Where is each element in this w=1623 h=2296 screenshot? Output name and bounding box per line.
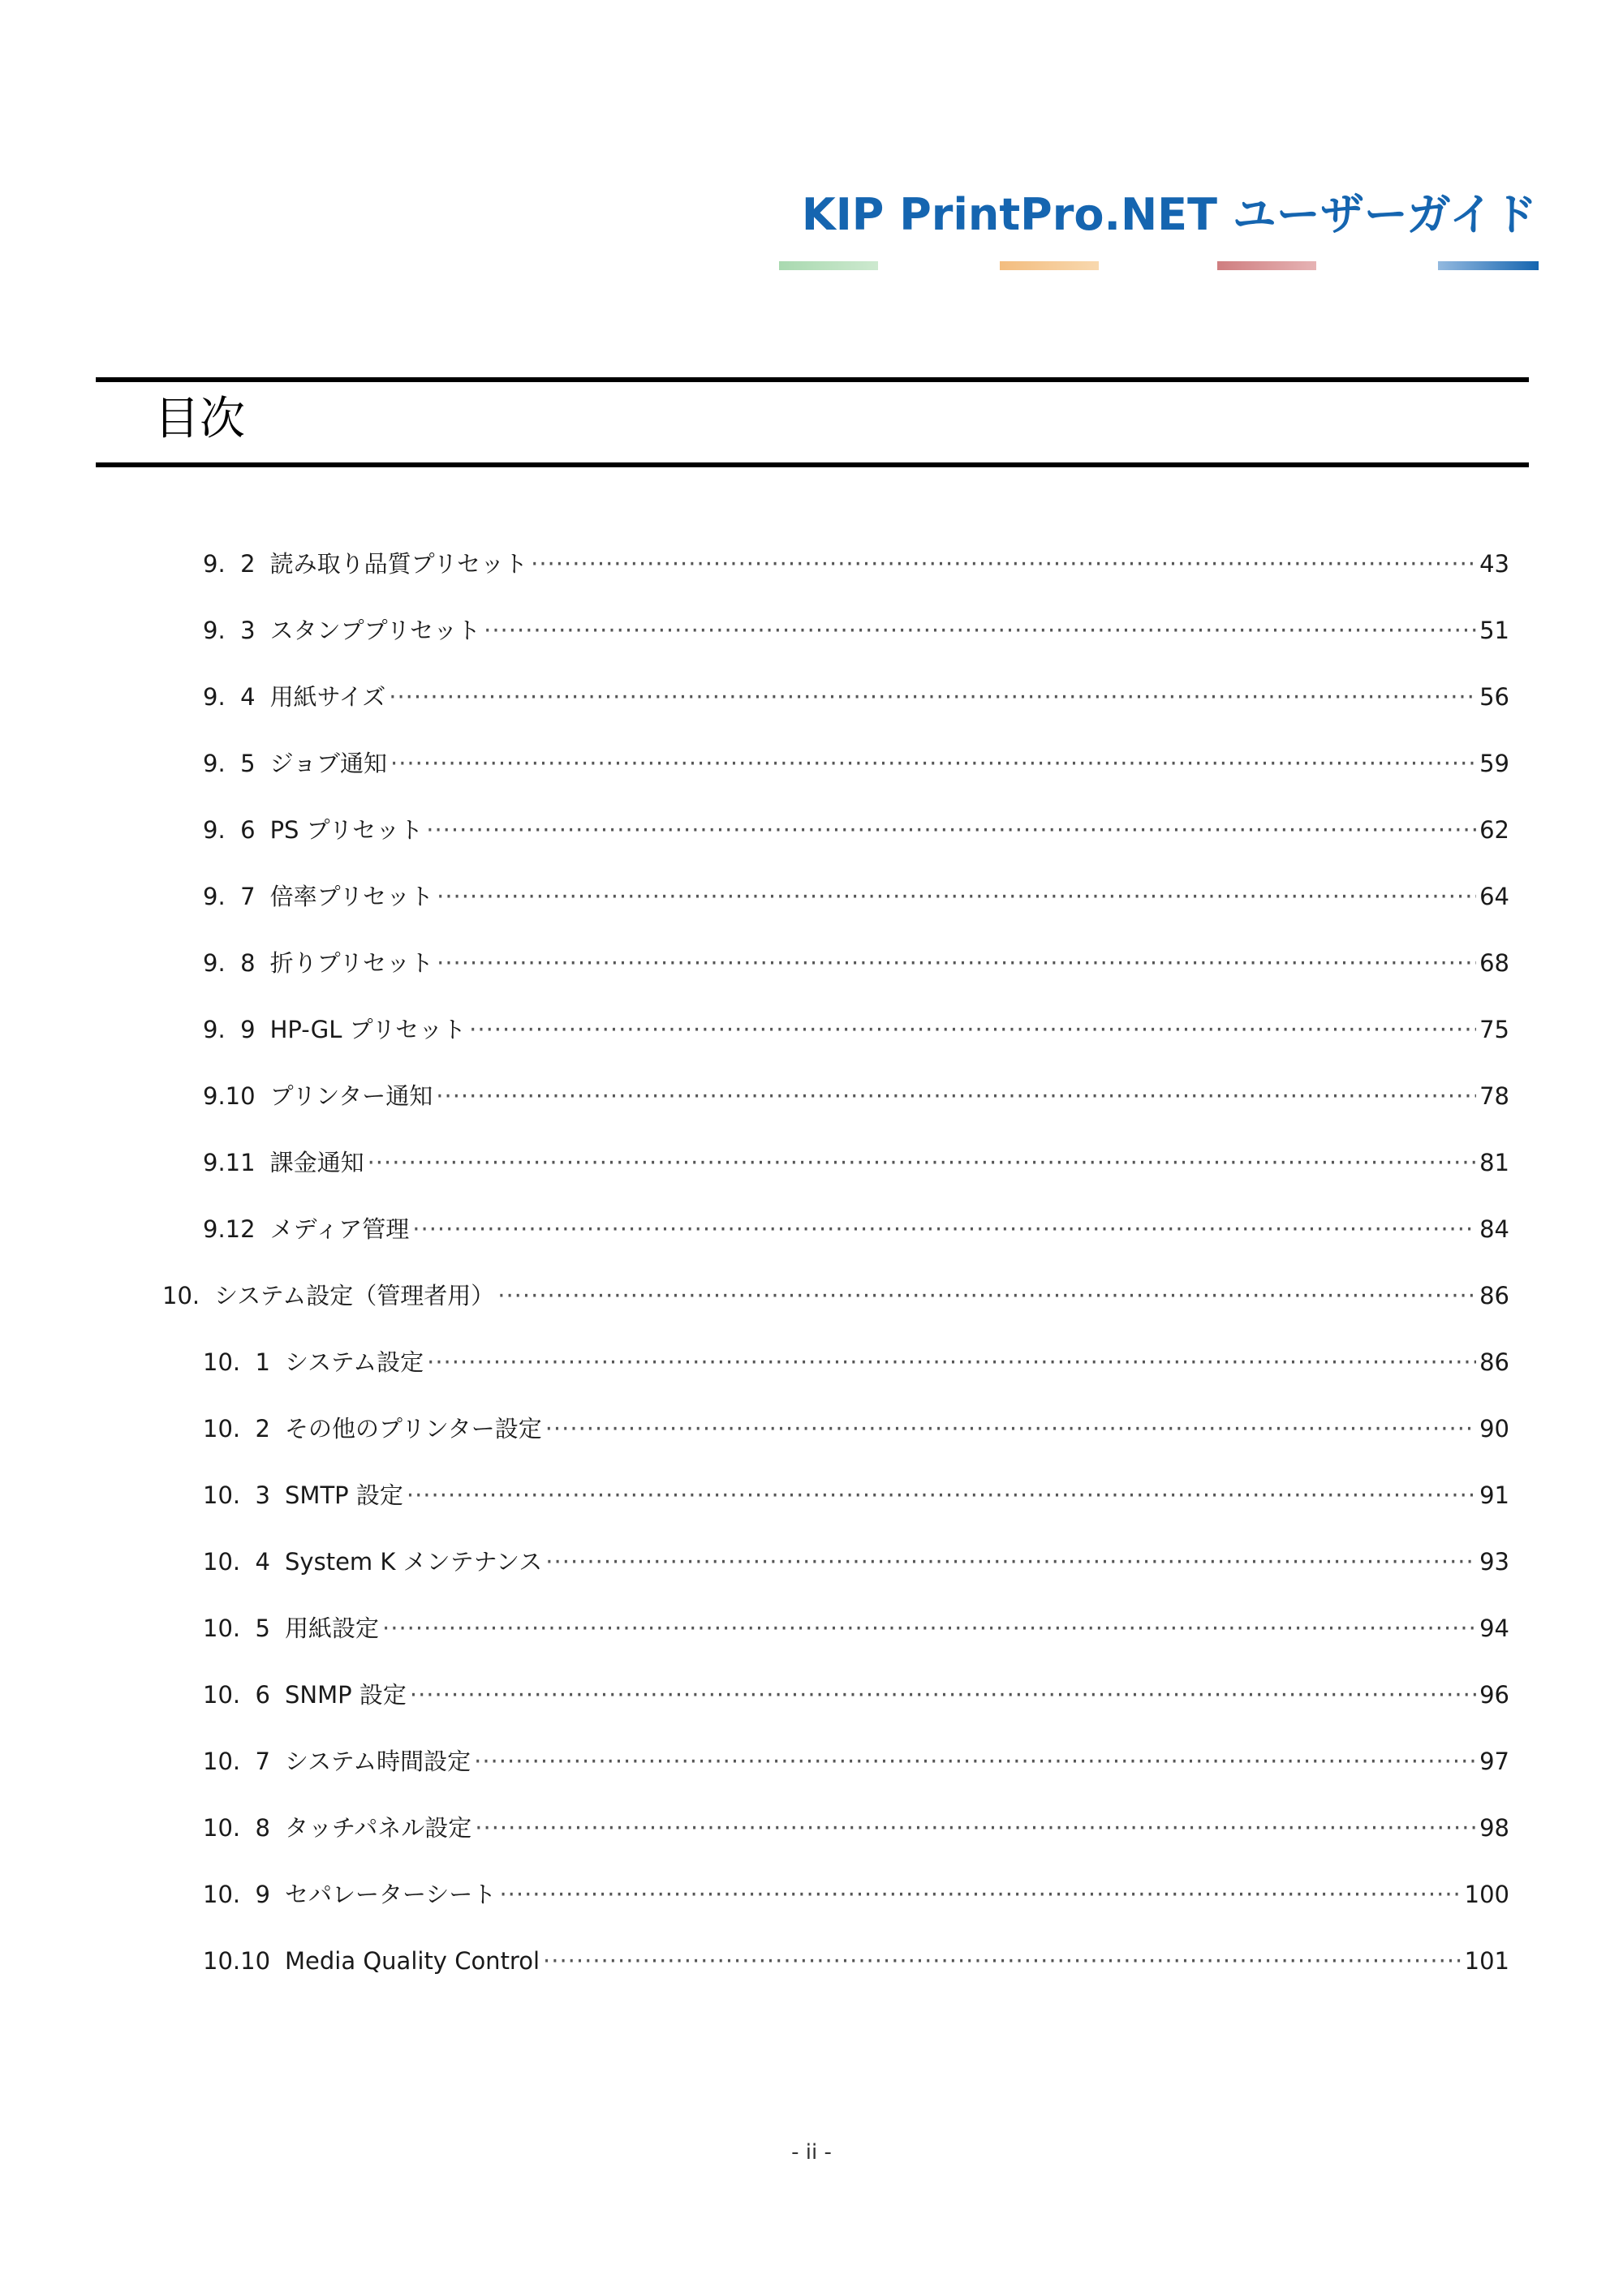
toc-entry-page: 96 xyxy=(1479,1681,1509,1709)
toc-entry[interactable] xyxy=(0,743,1623,784)
toc-entry-page: 90 xyxy=(1479,1415,1509,1443)
toc-entry-number: 10. 3 xyxy=(203,1481,271,1509)
toc-entry-page: 75 xyxy=(1479,1016,1509,1043)
toc-dot-leader xyxy=(410,1675,1476,1715)
toc-entry[interactable] xyxy=(0,544,1623,584)
toc-entry-label: 折りプリセット xyxy=(269,949,434,977)
toc-entry-page: 51 xyxy=(1479,617,1509,644)
toc-entry-label: 倍率プリセット xyxy=(269,883,434,910)
heading-rule-top xyxy=(96,377,1529,382)
accent-bar-blue xyxy=(1438,261,1539,270)
toc-entry[interactable] xyxy=(0,1874,1623,1915)
toc-entry[interactable] xyxy=(0,1475,1623,1516)
page-number-footer: - ii - xyxy=(791,2140,832,2165)
toc-entry-page: 81 xyxy=(1479,1149,1509,1176)
toc-entry-label: HP-GL プリセット xyxy=(269,1016,467,1043)
toc-dot-leader xyxy=(484,610,1476,651)
toc-entry-label: その他のプリンター設定 xyxy=(285,1415,542,1443)
toc-entry-page: 84 xyxy=(1479,1215,1509,1243)
toc-entry-page: 94 xyxy=(1479,1615,1509,1642)
toc-entry-number: 10. 6 xyxy=(203,1681,271,1709)
toc-entry-page: 43 xyxy=(1479,550,1509,578)
toc-entry-number: 9. 7 xyxy=(203,883,256,910)
toc-entry-number: 9. 6 xyxy=(203,816,256,844)
toc-entry-page: 59 xyxy=(1479,750,1509,777)
toc-entry[interactable] xyxy=(0,1941,1623,1981)
toc-entry[interactable] xyxy=(0,1741,1623,1782)
toc-entry-number: 10.10 xyxy=(203,1947,271,1975)
toc-entry-page: 62 xyxy=(1479,816,1509,844)
toc-entry-page: 68 xyxy=(1479,949,1509,977)
toc-dot-leader xyxy=(407,1475,1476,1516)
toc-dot-leader xyxy=(475,1808,1476,1848)
toc-entry-label: Media Quality Control xyxy=(285,1947,540,1975)
toc-dot-leader xyxy=(426,810,1476,850)
toc-dot-leader xyxy=(412,1209,1476,1249)
toc-entry-label: システム時間設定 xyxy=(285,1748,471,1775)
toc-dot-leader xyxy=(545,1408,1476,1449)
accent-bar-green xyxy=(779,261,878,270)
document-title: KIP PrintPro.NET ユーザーガイド xyxy=(801,189,1537,240)
toc-entry-label: 用紙設定 xyxy=(285,1615,380,1642)
toc-dot-leader xyxy=(390,743,1476,784)
toc-entry[interactable] xyxy=(0,677,1623,717)
toc-entry-number: 9. 9 xyxy=(203,1016,256,1043)
toc-entry[interactable] xyxy=(0,1675,1623,1715)
toc-entry-number: 10. 9 xyxy=(203,1881,271,1908)
toc-entry[interactable] xyxy=(0,1275,1623,1316)
toc-entry-label: システム設定（管理者用） xyxy=(214,1282,495,1309)
toc-dot-leader xyxy=(474,1741,1476,1782)
toc-entry[interactable] xyxy=(0,610,1623,651)
toc-entry[interactable] xyxy=(0,1608,1623,1649)
toc-entry-label: System K メンテナンス xyxy=(285,1548,543,1576)
toc-entry-label: PS プリセット xyxy=(269,816,424,844)
toc-dot-leader xyxy=(437,943,1476,983)
toc-entry-page: 86 xyxy=(1479,1282,1509,1309)
toc-entry[interactable] xyxy=(0,943,1623,983)
toc-entry-page: 100 xyxy=(1464,1881,1509,1908)
toc-entry-number: 10. 2 xyxy=(203,1415,271,1443)
toc-entry-label: タッチパネル設定 xyxy=(285,1814,472,1842)
toc-entry-number: 9. 3 xyxy=(203,617,256,644)
toc-entry-label: 課金通知 xyxy=(269,1149,364,1176)
toc-entry[interactable] xyxy=(0,1408,1623,1449)
toc-entry-number: 9. 2 xyxy=(203,550,256,578)
toc-entry-page: 91 xyxy=(1479,1481,1509,1509)
toc-entry-number: 10. 1 xyxy=(203,1348,271,1376)
toc-entry-number: 10. 8 xyxy=(203,1814,271,1842)
toc-entry-number: 9.10 xyxy=(203,1082,256,1110)
toc-entry-number: 10. 7 xyxy=(203,1748,271,1775)
toc-entry[interactable] xyxy=(0,1142,1623,1183)
toc-entry[interactable] xyxy=(0,1541,1623,1582)
section-heading: 目次 xyxy=(154,393,245,445)
toc-entry-page: 86 xyxy=(1479,1348,1509,1376)
toc-dot-leader xyxy=(368,1142,1477,1183)
toc-entry-number: 9.11 xyxy=(203,1149,256,1176)
toc-entry-label: メディア管理 xyxy=(269,1215,410,1243)
toc-entry-number: 9. 5 xyxy=(203,750,256,777)
toc-entry-page: 56 xyxy=(1479,683,1509,711)
toc-entry[interactable] xyxy=(0,1209,1623,1249)
toc-entry-label: SMTP 設定 xyxy=(285,1481,403,1509)
toc-entry-page: 101 xyxy=(1464,1947,1509,1975)
toc-dot-leader xyxy=(499,1874,1461,1915)
toc-entry-number: 10. 5 xyxy=(203,1615,271,1642)
toc-dot-leader xyxy=(382,1608,1476,1649)
toc-dot-leader xyxy=(545,1541,1476,1582)
toc-entry-number: 9.12 xyxy=(203,1215,256,1243)
toc-entry-page: 98 xyxy=(1479,1814,1509,1842)
toc-dot-leader xyxy=(436,1076,1476,1116)
toc-entry[interactable] xyxy=(0,1009,1623,1050)
toc-dot-leader xyxy=(531,544,1476,584)
accent-bar-orange xyxy=(1000,261,1099,270)
toc-entry-page: 64 xyxy=(1479,883,1509,910)
toc-entry-number: 9. 4 xyxy=(203,683,256,711)
toc-entry-label: SNMP 設定 xyxy=(285,1681,407,1709)
toc-entry-label: 読み取り品質プリセット xyxy=(269,550,528,578)
accent-bar-red xyxy=(1217,261,1316,270)
toc-entry[interactable] xyxy=(0,1076,1623,1116)
toc-entry[interactable] xyxy=(0,1808,1623,1848)
toc-entry[interactable] xyxy=(0,876,1623,917)
heading-rule-bottom xyxy=(96,462,1529,467)
toc-entry-page: 93 xyxy=(1479,1548,1509,1576)
toc-entry-label: セパレーターシート xyxy=(285,1881,497,1908)
toc-entry-label: スタンププリセット xyxy=(269,617,481,644)
toc-dot-leader xyxy=(437,876,1476,917)
toc-entry[interactable] xyxy=(0,810,1623,850)
toc-dot-leader xyxy=(469,1009,1476,1050)
toc-entry[interactable] xyxy=(0,1342,1623,1382)
toc-entry-page: 78 xyxy=(1479,1082,1509,1110)
toc-entry-number: 10. 4 xyxy=(203,1548,271,1576)
toc-entry-page: 97 xyxy=(1479,1748,1509,1775)
toc-dot-leader xyxy=(389,677,1476,717)
toc-entry-label: システム設定 xyxy=(285,1348,424,1376)
toc-dot-leader xyxy=(497,1275,1476,1316)
toc-dot-leader xyxy=(427,1342,1476,1382)
toc-entry-label: ジョブ通知 xyxy=(269,750,387,777)
toc-dot-leader xyxy=(543,1941,1462,1981)
toc-entry-label: 用紙サイズ xyxy=(269,683,386,711)
toc-entry-label: プリンター通知 xyxy=(269,1082,433,1110)
toc-entry-number: 9. 8 xyxy=(203,949,256,977)
toc-entry-number: 10. xyxy=(162,1282,200,1309)
